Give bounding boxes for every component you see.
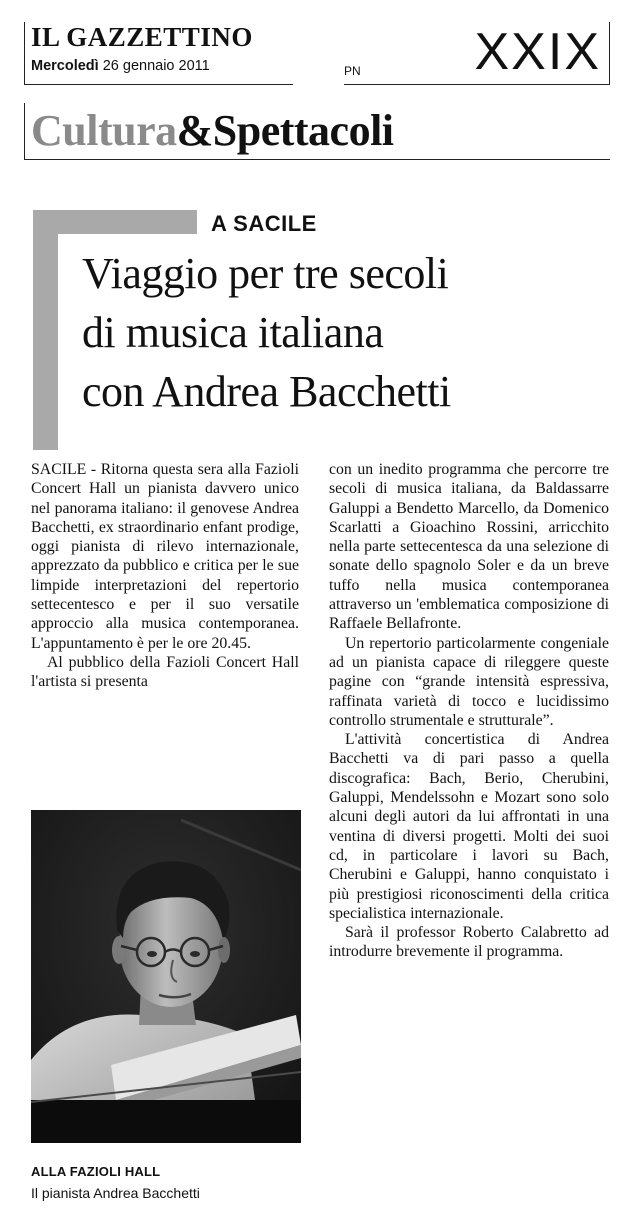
article-column-left [31,460,299,692]
issue-day: 26 gennaio 2011 [102,58,210,74]
photo-caption: Il pianista Andrea Bacchetti [31,1185,200,1201]
decorative-bar-vertical [33,210,58,450]
section-header [24,103,610,160]
paragraph: Un repertorio particolarmente congeniale ad un pianista capace di rileggere queste pagine con “grande intensità espressiva, raffinata varietà di tocco e lucidissimo controllo strumentale e strutturale”. [329,634,609,729]
page-number: XXIX [474,23,601,81]
article-headline [82,244,612,421]
section-title [31,105,394,157]
section-title-part2: &Spettacoli [176,106,394,155]
paragraph: con un inedito programma che percorre tre secoli di musica italiana, da Baldassarre Galuppi a Bendetto Marcello, da Domenico Scarlatti a Gioachino Rossini, arricchito nella parte settecentesca da una selezione di sonate dello spagnolo Soler e da un breve tuffo nella musica contemporanea attraverso un 'emblematica composizione di Raffaele Bellafronte. [329,461,609,633]
decorative-bar-horizontal [33,210,197,234]
masthead [24,22,609,86]
paragraph: Al pubblico della Fazioli Concert Hall l'artista si presenta [31,653,299,691]
headline-line-2: di musica italiana [82,308,384,357]
masthead-right-box [344,22,610,85]
section-title-part1: Cultura [31,106,177,155]
edition-code: PN [344,64,361,78]
article-column-right [329,460,609,962]
paragraph: L'attività concertistica di Andrea Bacchetti va di pari passo a quella discografica: Bach, Berio, Cherubini, Galuppi, Mendelssohn e Mozart sono solo alcuni degli autori da lui affrontati in una ventina di diversi progetti. Molti dei suoi cd, in particolare i lavori su Bach, Cherubini e Galuppi, hanno conquistato i più prestigiosi riconoscimenti della critica specialistica internazionale. [329,731,609,922]
article-photo [31,810,301,1143]
newspaper-name: IL GAZZETTINO [31,22,253,52]
paragraph: Sarà il professor Roberto Calabretto ad introdurre brevemente il programma. [329,924,609,961]
article-kicker: A SACILE [211,211,317,236]
headline-line-3: con Andrea Bacchetti [82,367,451,416]
issue-weekday: Mercoledì [31,58,99,74]
photo-caption-kicker: ALLA FAZIOLI HALL [31,1164,161,1179]
headline-line-1: Viaggio per tre secoli [82,249,449,298]
masthead-left-box [24,22,293,85]
issue-date [31,58,210,74]
pianist-photo-illustration [31,810,301,1143]
paragraph: SACILE - Ritorna questa sera alla Fazioli Concert Hall un pianista davvero unico nel panorama italiano: il genovese Andrea Bacchetti, ex straordinario enfant prodige, oggi pianista di rilevo internazionale, apprezzato da pubblico e critica per le sue limpide interpretazioni del repertorio settecentesco e per il suo versatile approccio alla musica contemporanea. L'appuntamento è per le ore 20.45. [31,461,299,652]
